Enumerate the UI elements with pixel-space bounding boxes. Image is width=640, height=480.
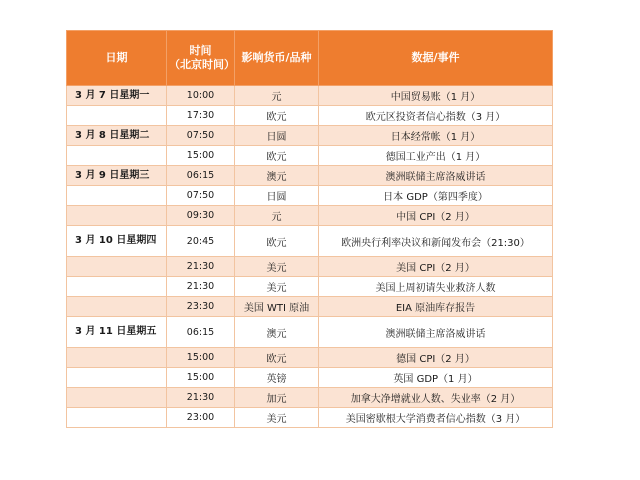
time-cell: 09:30 — [167, 206, 235, 226]
event-cell: 欧洲央行利率决议和新闻发布会（21:30） — [319, 226, 553, 257]
table-row — [67, 186, 553, 206]
table-row — [67, 368, 553, 388]
header-currency: 影响货币/品种 — [235, 31, 319, 86]
header-time: 时间 （北京时间） — [167, 31, 235, 86]
time-cell: 21:30 — [167, 277, 235, 297]
table-row — [67, 166, 553, 186]
event-cell: 美国 CPI（2 月） — [319, 257, 553, 277]
table-row — [67, 206, 553, 226]
date-cell: 3 月 8 日星期二 — [67, 126, 167, 146]
table-row — [67, 226, 553, 257]
currency-cell: 日圆 — [235, 126, 319, 146]
date-cell — [67, 408, 167, 428]
date-cell — [67, 297, 167, 317]
event-cell: 欧元区投资者信心指数（3 月） — [319, 106, 553, 126]
currency-cell: 日圆 — [235, 186, 319, 206]
event-cell: 德国工业产出（1 月） — [319, 146, 553, 166]
event-cell: 日本经常帐（1 月） — [319, 126, 553, 146]
date-cell: 3 月 7 日星期一 — [67, 86, 167, 106]
event-cell: 加拿大净增就业人数、失业率（2 月） — [319, 388, 553, 408]
table-row — [67, 106, 553, 126]
table-row — [67, 146, 553, 166]
date-cell — [67, 257, 167, 277]
table-row — [67, 126, 553, 146]
economic-calendar-table — [66, 30, 553, 428]
date-cell — [67, 146, 167, 166]
date-cell: 3 月 9 日星期三 — [67, 166, 167, 186]
currency-cell: 澳元 — [235, 317, 319, 348]
table-row — [67, 317, 553, 348]
header-event: 数据/事件 — [319, 31, 553, 86]
date-cell — [67, 277, 167, 297]
currency-cell: 美元 — [235, 277, 319, 297]
table-row — [67, 408, 553, 428]
table-row — [67, 388, 553, 408]
currency-cell: 欧元 — [235, 348, 319, 368]
currency-cell: 美元 — [235, 408, 319, 428]
date-cell: 3 月 10 日星期四 — [67, 226, 167, 257]
date-cell: 3 月 11 日星期五 — [67, 317, 167, 348]
table-row — [67, 348, 553, 368]
table-row — [67, 257, 553, 277]
time-cell: 20:45 — [167, 226, 235, 257]
table-body — [67, 86, 553, 428]
event-cell: 英国 GDP（1 月） — [319, 368, 553, 388]
time-cell: 06:15 — [167, 166, 235, 186]
currency-cell: 美元 — [235, 257, 319, 277]
currency-cell: 美国 WTI 原油 — [235, 297, 319, 317]
event-cell: 日本 GDP（第四季度） — [319, 186, 553, 206]
time-cell: 10:00 — [167, 86, 235, 106]
date-cell — [67, 388, 167, 408]
currency-cell: 欧元 — [235, 226, 319, 257]
currency-cell: 加元 — [235, 388, 319, 408]
event-cell: 澳洲联储主席洛威讲话 — [319, 317, 553, 348]
currency-cell: 澳元 — [235, 166, 319, 186]
table-row — [67, 86, 553, 106]
event-cell: 中国 CPI（2 月） — [319, 206, 553, 226]
currency-cell: 英镑 — [235, 368, 319, 388]
time-cell: 07:50 — [167, 126, 235, 146]
event-cell: 中国贸易账（1 月） — [319, 86, 553, 106]
time-cell: 23:30 — [167, 297, 235, 317]
header-date: 日期 — [67, 31, 167, 86]
date-cell — [67, 348, 167, 368]
event-cell: 美国上周初请失业救济人数 — [319, 277, 553, 297]
time-cell: 21:30 — [167, 388, 235, 408]
currency-cell: 欧元 — [235, 106, 319, 126]
time-cell: 23:00 — [167, 408, 235, 428]
event-cell: 德国 CPI（2 月） — [319, 348, 553, 368]
event-cell: 澳洲联储主席洛威讲话 — [319, 166, 553, 186]
date-cell — [67, 186, 167, 206]
currency-cell: 元 — [235, 86, 319, 106]
time-cell: 15:00 — [167, 146, 235, 166]
time-cell: 07:50 — [167, 186, 235, 206]
table-row — [67, 297, 553, 317]
time-cell: 17:30 — [167, 106, 235, 126]
currency-cell: 欧元 — [235, 146, 319, 166]
table-row — [67, 277, 553, 297]
time-cell: 06:15 — [167, 317, 235, 348]
time-cell: 21:30 — [167, 257, 235, 277]
event-cell: 美国密歇根大学消费者信心指数（3 月） — [319, 408, 553, 428]
header-row — [67, 31, 553, 86]
currency-cell: 元 — [235, 206, 319, 226]
time-cell: 15:00 — [167, 348, 235, 368]
date-cell — [67, 106, 167, 126]
date-cell — [67, 206, 167, 226]
date-cell — [67, 368, 167, 388]
time-cell: 15:00 — [167, 368, 235, 388]
event-cell: EIA 原油库存报告 — [319, 297, 553, 317]
